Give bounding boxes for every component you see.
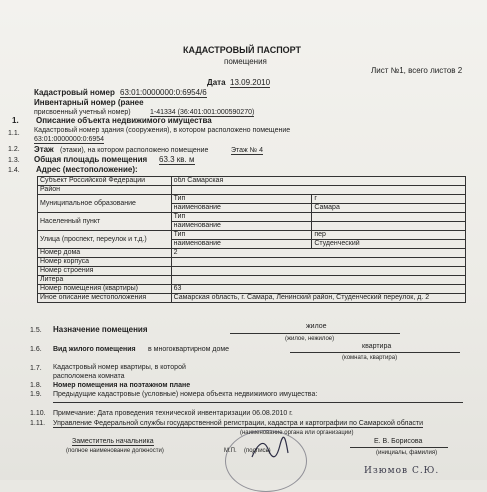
footer-position-hint: (полное наименование должности) [66,448,164,454]
item-1-5-hint: (жилое, нежилое) [285,336,335,342]
table-row [38,231,466,240]
item-1-4-label: Адрес (местоположение): [36,165,138,174]
item-1-1-text: Кадастровый номер здания (сооружения), в котором расположено помещение [34,127,291,134]
item-1-6-label: Вид жилого помещения [53,346,136,353]
item-1-8-label: Номер помещения на поэтажном плане [53,382,191,389]
item-1-6-underline [290,352,460,353]
name-label: наименование [171,240,312,249]
doc-title: КАДАСТРОВЫЙ ПАСПОРТ [183,45,302,55]
district-label: Район [38,186,172,195]
table-row [38,186,466,195]
item-1-8-num: 1.8. [30,382,42,389]
subject-value: обл Самарская [171,177,465,186]
building-label: Номер корпуса [38,258,172,267]
apartment-value: 63 [171,285,465,294]
settlement-label: Населенный пункт [38,213,172,231]
table-row [38,276,466,285]
handwritten-name: Изюмов С.Ю. [364,466,440,476]
table-row [38,195,466,204]
item-1-7-num: 1.7. [30,365,42,372]
footer-name-underline [350,447,448,448]
table-row [38,267,466,276]
house-label: Номер дома [38,249,172,258]
municipal-label: Муниципальное образование [38,195,172,213]
name-label: наименование [171,222,312,231]
item-1-7-text-2: расположена комната [53,373,125,380]
item-1-7-text: Кадастровый номер квартиры, в которой [53,364,186,371]
item-1-9-text: Предыдущие кадастровые (условные) номера объекта недвижимого имущества: [53,391,318,398]
item-1-6-value: квартира [362,343,392,350]
item-1-5-underline [230,333,400,334]
item-1-6-hint: (комната, квартира) [342,355,398,361]
section1-num: 1. [12,116,19,125]
item-1-5-num: 1.5. [30,327,42,334]
table-row [38,285,466,294]
street-label: Улица (проспект, переулок и т.д.) [38,231,172,249]
item-1-2-value: Этаж № 4 [231,147,264,154]
item-1-2-text: (этажи), на котором расположено помещение [60,147,209,154]
sheet-info: Лист №1, всего листов 2 [371,66,463,75]
item-1-3-label: Общая площадь помещения [34,155,148,164]
item-1-4-num: 1.4. [8,167,20,174]
litera-label: Литера [38,276,172,285]
other-value: Самарская область, г. Самара, Ленинский район, Студенческий переулок, д. 2 [171,294,465,303]
doc-subtitle: помещения [224,57,267,66]
item-1-11-text: Управление Федеральной службы государственной регистрации, кадастра и картографии по Самарской области [53,420,423,427]
type-label: Тип [171,195,312,204]
item-1-5-label: Назначение помещения [53,325,148,334]
item-1-10-text: Примечание: Дата проведения технической инвентаризации 06.08.2010 г. [53,410,293,417]
type-label: Тип [171,231,312,240]
item-1-11-num: 1.11. [30,420,46,427]
item-1-9-underline [53,402,463,403]
date-label: Дата [207,78,226,87]
footer-name: Е. В. Борисова [374,438,423,445]
address-table [37,176,466,303]
type-label: Тип [171,213,312,222]
footer-signature-hint: (подпись) [244,448,271,454]
footer-name-hint: (инициалы, фамилия) [376,450,438,456]
municipal-name: Самара [312,204,466,213]
inventory-label: Инвентарный номер (ранее [34,98,144,107]
date-value: 13.09.2010 [230,78,271,87]
item-1-1-num: 1.1. [8,130,20,137]
inventory-value: 1-41334 (36:401:001:000590270) [150,109,255,116]
table-row [38,249,466,258]
table-row [38,177,466,186]
item-1-3-value: 63.3 кв. м [159,155,195,164]
item-1-5-value: жилое [306,323,327,330]
item-1-6-text: в многоквартирном доме [148,346,230,353]
item-1-11-hint: (наименование органа или организации) [240,430,354,436]
table-row [38,213,466,222]
item-1-9-num: 1.9. [30,391,42,398]
house-value: 2 [171,249,465,258]
item-1-3-num: 1.3. [8,157,20,164]
municipal-type: г [312,195,466,204]
item-1-6-num: 1.6. [30,346,42,353]
other-label: Иное описание местоположения [38,294,172,303]
street-name: Студенческий [312,240,466,249]
footer-position: Заместитель начальника [72,438,154,445]
name-label: наименование [171,204,312,213]
item-1-2-label: Этаж [34,145,54,154]
item-1-2-num: 1.2. [8,146,20,153]
structure-label: Номер строения [38,267,172,276]
footer-mp: М.П. [224,448,237,454]
table-row [38,294,466,303]
cadastral-label: Кадастровый номер [34,88,115,97]
item-1-10-num: 1.10. [30,410,46,417]
subject-label: Субъект Российской Федерации [38,177,172,186]
section1-title: Описание объекта недвижимого имущества [36,116,212,125]
inventory-label-2: присвоенный учетный номер) [34,109,131,116]
table-row [38,258,466,267]
item-1-1-value: 63:01:0000000:0:6954 [34,136,105,143]
street-type: пер [312,231,466,240]
cadastral-value: 63:01:0000000:0:6954/6 [120,88,207,97]
apartment-label: Номер помещения (квартиры) [38,285,172,294]
